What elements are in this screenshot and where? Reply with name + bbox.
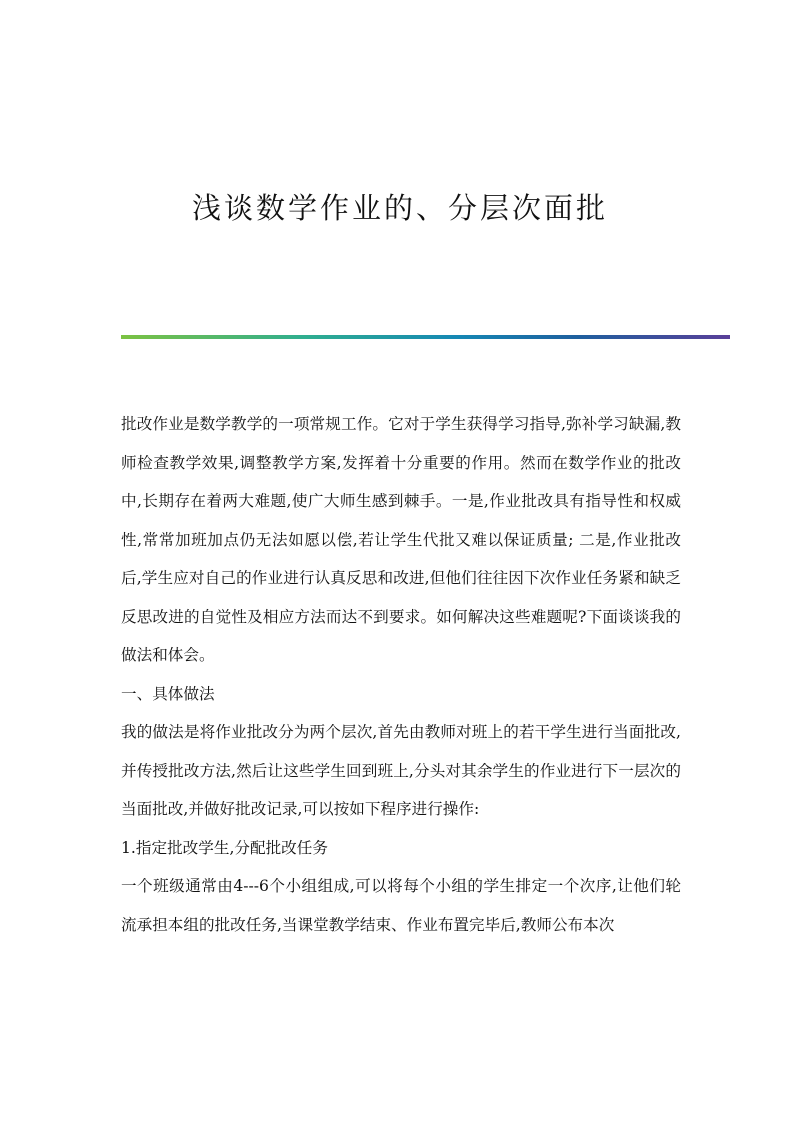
paragraph-method: 我的做法是将作业批改分为两个层次,首先由教师对班上的若干学生进行当面批改,并传授批改方法,然后让这些学生回到班上,分头对其余学生的作业进行下一层次的当面批改,并做好批改记录,可以按如下程序进行操作: bbox=[121, 723, 681, 818]
document-title: 浅谈数学作业的、分层次面批 bbox=[191, 191, 608, 225]
title-divider bbox=[121, 335, 730, 339]
subsection-heading: 1.指定批改学生,分配批改任务 bbox=[121, 838, 328, 857]
document-body bbox=[121, 405, 681, 944]
paragraph-grouping: 一个班级通常由4---6个小组组成,可以将每个小组的学生排定一个次序,让他们轮流承担本组的批改任务,当课堂教学结束、作业布置完毕后,教师公布本次 bbox=[121, 877, 681, 934]
section-heading: 一、具体做法 bbox=[121, 684, 215, 703]
paragraph-intro: 批改作业是数学教学的一项常规工作。它对于学生获得学习指导,弥补学习缺漏,教师检查教学效果,调整教学方案,发挥着十分重要的作用。然而在数学作业的批改中,长期存在着两大难题,使广大师生感到棘手。一是,作业批改具有指导性和权威性,常常加班加点仍无法如愿以偿,若让学生代批又难以保证质量; 二是,作业批改后,学生应对自己的作业进行认真反思和改进,但他们往往因下次作业任务紧和缺乏反思改进的自觉性及相应方法而达不到要求。如何解决这些难题呢?下面谈谈我的做法和体会。 bbox=[121, 415, 681, 664]
